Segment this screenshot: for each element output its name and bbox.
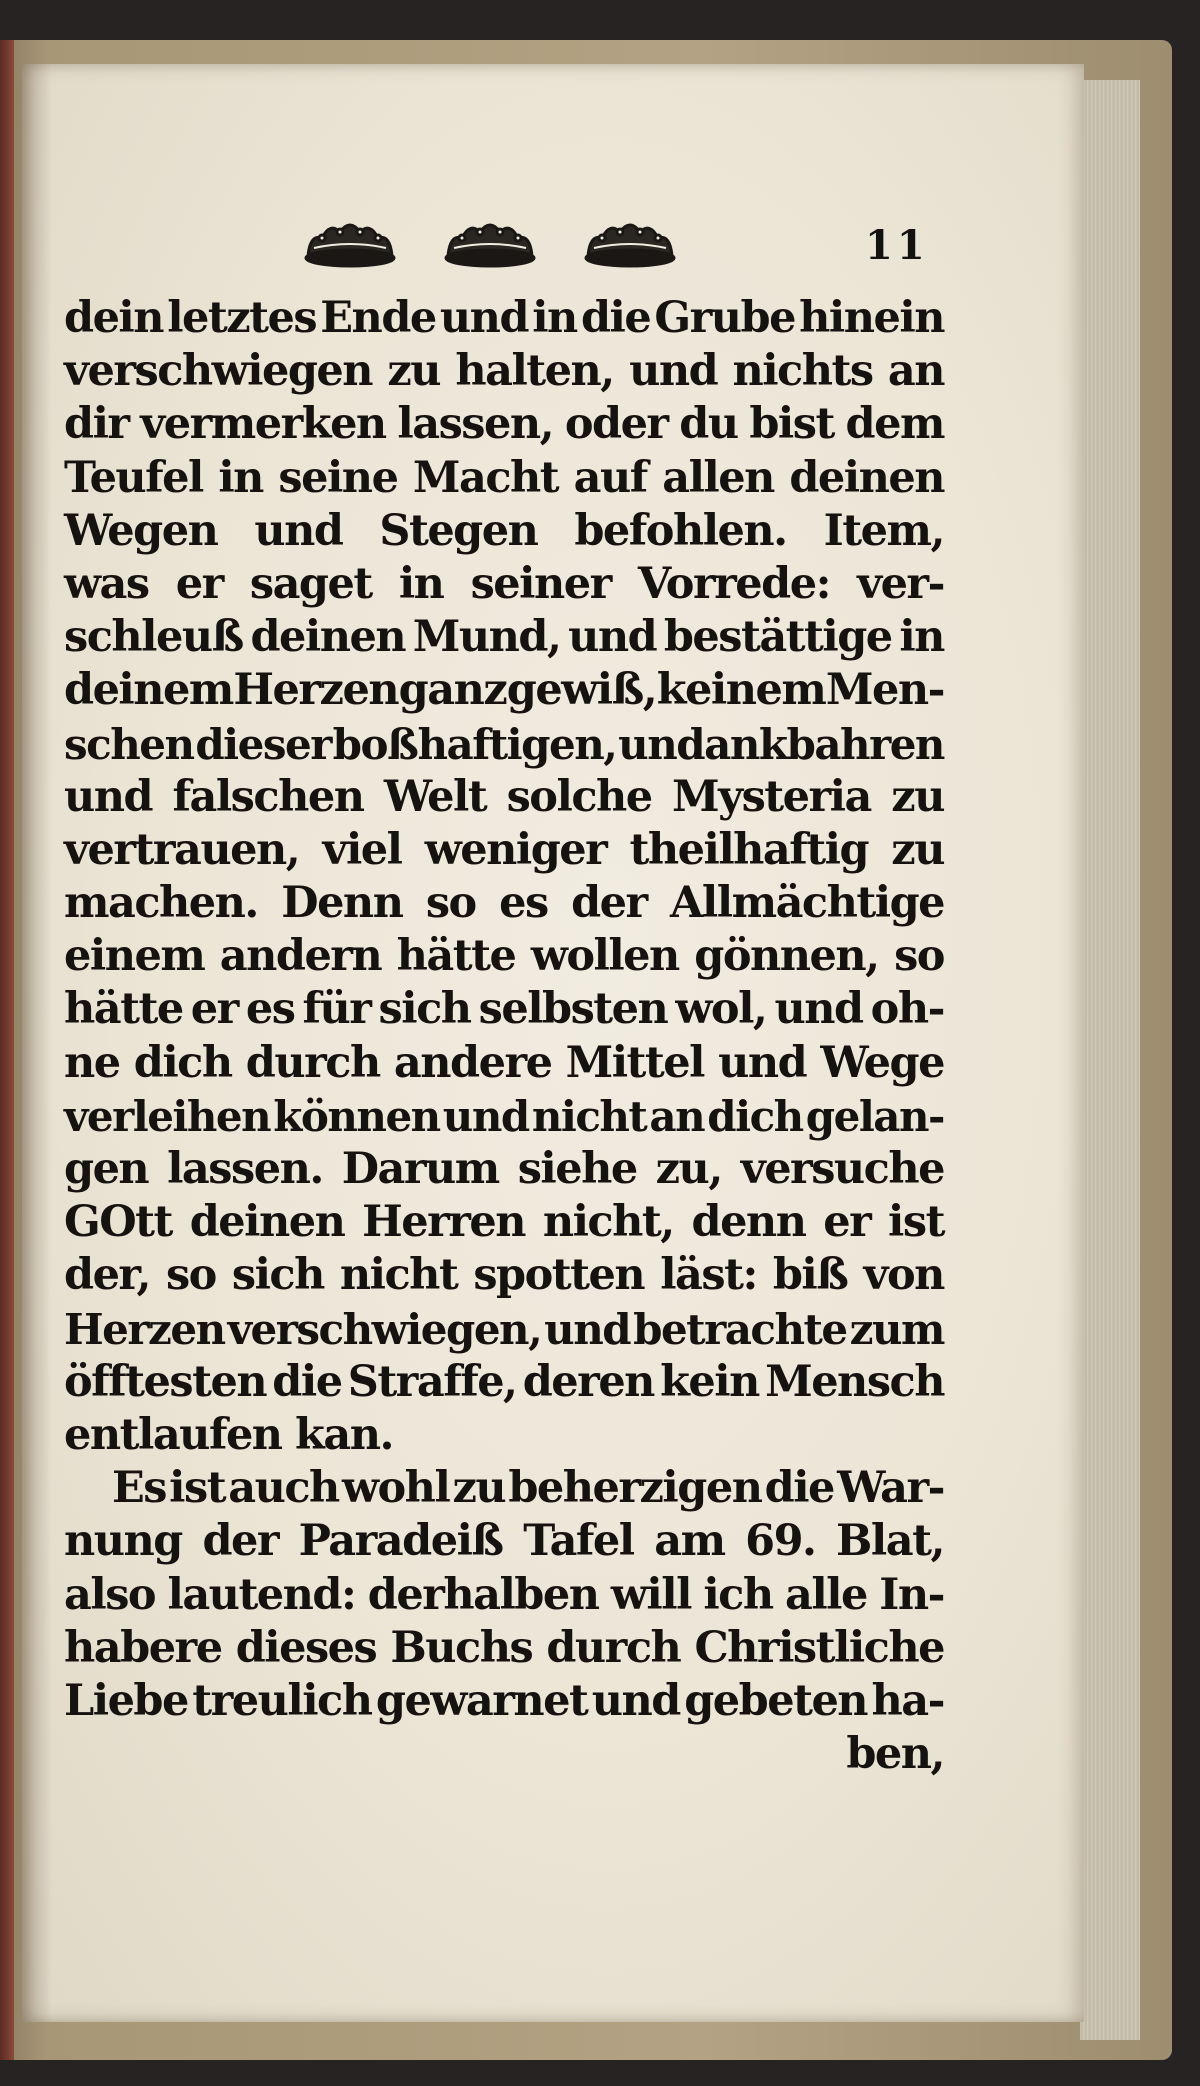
crown-icon — [440, 216, 540, 272]
text-line: der, so sich nicht spotten läst: biß von — [64, 1250, 944, 1301]
catchword: ben, — [846, 1729, 944, 1780]
text-line: schen dieser boßhaftigen, undankbahren — [64, 719, 944, 769]
text-line: Teufel in seine Macht auf allen deinen — [64, 452, 944, 503]
text-line: entlaufen kan. — [64, 1409, 393, 1460]
text-line: dir vermerken lassen, oder du bist dem — [64, 399, 944, 450]
header-ornaments — [300, 214, 680, 274]
page-stack-edge — [1080, 80, 1140, 2040]
text-line: schleuß deinen Mund, und bestättige in — [64, 612, 944, 663]
text-line: also lautend: derhalben will ich alle In- — [64, 1569, 944, 1620]
text-line: einem andern hätte wollen gönnen, so — [64, 931, 944, 982]
page-gutter-shadow — [22, 64, 52, 2022]
cover-spine-edge — [0, 40, 14, 2060]
page-number: 11 — [865, 222, 929, 269]
text-line: gen lassen. Darum siehe zu, versuche — [64, 1144, 944, 1194]
text-line: vertrauen, viel weniger theilhaftig zu — [64, 824, 944, 875]
text-line: GOtt deinen Herren nicht, denn er ist — [64, 1197, 944, 1248]
crown-icon — [300, 216, 400, 272]
text-line: verleihen können und nicht an dich gelan- — [64, 1091, 944, 1141]
text-line: nung der Paradeiß Tafel am 69. Blat, — [64, 1516, 944, 1567]
text-line: öfftesten die Straffe, deren kein Mensch — [64, 1356, 944, 1407]
crown-icon — [580, 216, 680, 272]
text-line: ne dich durch andere Mittel und Wege — [64, 1037, 944, 1088]
text-line: Herzen verschwiegen, und betrachte zum — [64, 1304, 944, 1354]
text-line: habere dieses Buchs durch Christliche — [64, 1622, 944, 1673]
text-line: machen. Denn so es der Allmächtige — [64, 878, 944, 929]
text-line: hätte er es für sich selbsten wol, und oh- — [64, 984, 944, 1035]
text-line: Wegen und Stegen befohlen. Item, — [64, 505, 944, 556]
text-line: deinem Herzen ganz gewiß, keinem Men- — [64, 665, 944, 716]
body-text — [64, 292, 944, 1781]
text-line: und falschen Welt solche Mysteria zu — [64, 771, 944, 822]
text-line: Liebe treulich gewarnet und gebeten ha- — [64, 1675, 944, 1726]
text-line: verschwiegen zu halten, und nichts an — [64, 346, 944, 397]
text-line: was er saget in seiner Vorrede: ver- — [64, 558, 944, 609]
text-line: dein letztes Ende und in die Grube hinein — [64, 293, 944, 343]
text-line: Es ist auch wohl zu beherzigen die War- — [112, 1463, 944, 1514]
